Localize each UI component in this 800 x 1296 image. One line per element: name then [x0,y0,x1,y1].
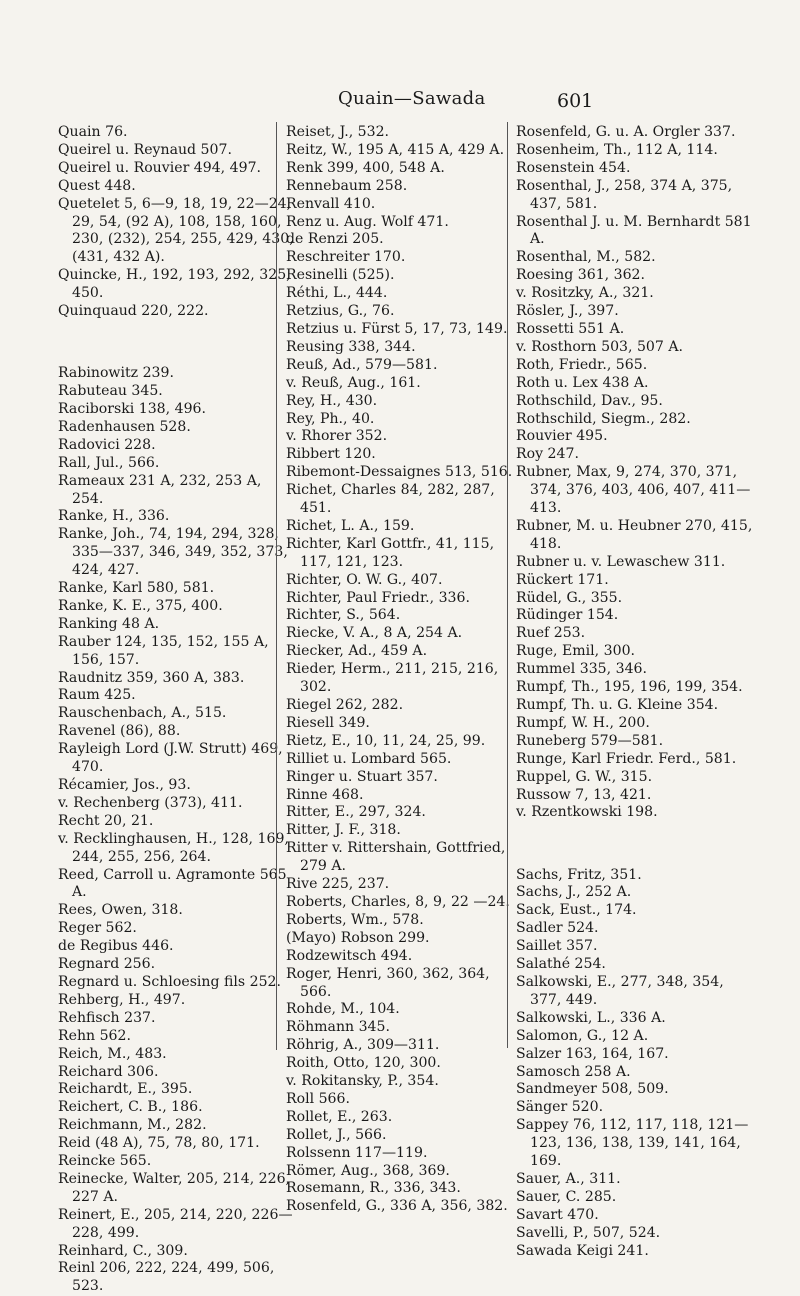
index-entry: Reich, M., 483. [58,1045,167,1062]
index-entry: Ruppel, G. W., 315. [516,768,653,785]
index-entry: Samosch 258 A. [516,1063,631,1080]
index-entry: Roll 566. [286,1090,350,1107]
index-entry: Rubner u. v. Lewaschew 311. [516,553,726,570]
index-entry: Regnard 256. [58,956,156,973]
index-entry: Sachs, J., 252 A. [516,884,632,901]
index-entry: Renk 399, 400, 548 A. [286,159,445,176]
index-entry: Regnard u. Schloesing fils 252. [58,973,282,990]
index-entry: Rehfisch 237. [58,1009,156,1026]
index-entry: Reinert, E., 205, 214, 220, 226—228, 499. [58,1206,293,1241]
index-column-2 [286,124,524,1216]
index-entry: Rinne 468. [286,786,364,803]
index-entry: Savelli, P., 507, 524. [516,1224,661,1241]
index-entry: Roberts, Charles, 8, 9, 22 —24. [286,893,510,910]
index-entry: Savart 470. [516,1206,599,1223]
index-entry: Rohde, M., 104. [286,1001,400,1018]
index-entry: Reger 562. [58,920,137,937]
index-entry: Queirel u. Reynaud 507. [58,141,232,158]
index-entry: Rollet, E., 263. [286,1108,393,1125]
column-rule [507,122,508,1048]
index-entry: Russow 7, 13, 421. [516,786,652,803]
index-column-1 [58,124,296,1296]
index-entry: v. Rositzky, A., 321. [516,285,654,302]
index-entry: Ranking 48 A. [58,615,160,632]
index-entry: Römer, Aug., 368, 369. [286,1162,450,1179]
index-entry: Salomon, G., 12 A. [516,1027,649,1044]
index-entry: Rubner, Max, 9, 274, 370, 371, 374, 376, 403, 406, 407, 411—413. [516,464,751,517]
index-entry: Rummel 335, 346. [516,661,647,678]
index-entry: Rosenthal J. u. M. Bernhardt 581 A. [516,213,752,248]
index-entry: (Mayo) Robson 299. [286,929,430,946]
index-entry: Rauschenbach, A., 515. [58,705,227,722]
index-entry: Resinelli (525). [286,267,395,284]
index-entry: Reinhard, C., 309. [58,1242,188,1259]
index-entry: Ranke, H., 336. [58,508,170,525]
index-entry: Retzius u. Fürst 5, 17, 73, 149. [286,320,508,337]
index-entry: Renz u. Aug. Wolf 471. [286,213,449,230]
section-gap [516,836,754,852]
index-entry: Roberts, Wm., 578. [286,911,424,928]
index-entry: de Regibus 446. [58,938,174,955]
index-entry: Quincke, H., 192, 193, 292, 325, 450. [58,267,291,302]
index-entry: Reichmann, M., 282. [58,1117,207,1134]
index-entry: Ritter, J. F., 318. [286,822,401,839]
index-entry: Reiset, J., 532. [286,124,390,140]
index-entry: v. Rzentkowski 198. [516,804,658,821]
index-entry: Rennebaum 258. [286,177,408,194]
index-column-3 [516,124,754,1260]
index-entry: Saillet 357. [516,938,598,955]
index-entry: Ranke, K. E., 375, 400. [58,597,223,614]
index-entry: Reitz, W., 195 A, 415 A, 429 A. [286,141,505,158]
index-entry: Rabinowitz 239. [58,365,174,382]
index-entry: Röhmann 345. [286,1019,390,1036]
index-entry: Runge, Karl Friedr. Ferd., 581. [516,750,737,767]
index-entry: Reincke 565. [58,1153,152,1170]
index-entry: Rosenfeld, G. u. A. Orgler 337. [516,124,736,140]
index-entry: Reed, Carroll u. Agramonte 565 A. [58,866,287,901]
index-entry: Salkowski, L., 336 A. [516,1009,666,1026]
index-entry: Récamier, Jos., 93. [58,777,191,793]
index-entry: Richter, S., 564. [286,607,401,624]
index-entry: v. Recklinghausen, H., 128, 169, 244, 255, 256, 264. [58,830,289,865]
index-entry: Reinecke, Walter, 205, 214, 226, 227 A. [58,1170,291,1205]
index-entry: Rey, Ph., 40. [286,410,375,427]
index-entry: Salkowski, E., 277, 348, 354, 377, 449. [516,973,724,1008]
index-entry: Reichard 306. [58,1063,159,1080]
index-entry: Roth, Friedr., 565. [516,356,648,373]
index-entry: Reschreiter 170. [286,249,406,266]
index-entry: Ritter v. Rittershain, Gottfried, 279 A. [286,840,506,875]
page-header [0,88,800,118]
index-entry: Rall, Jul., 566. [58,454,160,471]
index-entry: Reichert, C. B., 186. [58,1099,203,1116]
index-entry: v. Rechenberg (373), 411. [58,794,243,811]
index-entry: Riecker, Ad., 459 A. [286,643,428,660]
index-entry: Radenhausen 528. [58,418,191,435]
index-entry: Reinl 206, 222, 224, 499, 506, 523. [58,1260,275,1295]
index-entry: Quain 76. [58,124,128,140]
column-rule [276,122,277,1050]
index-entry: Roith, Otto, 120, 300. [286,1055,441,1072]
index-entry: Sauer, C. 285. [516,1188,617,1205]
index-entry: Queirel u. Rouvier 494, 497. [58,159,262,176]
index-entry: Quetelet 5, 6—9, 18, 19, 22—24, 29, 54, (92 A), 108, 158, 160, 230, (232), 254, 255, 429, 430, (431, 432 A). [58,195,294,266]
index-entry: Rosemann, R., 336, 343. [286,1180,461,1197]
index-entry: Rey, H., 430. [286,392,378,409]
index-entry: Rossetti 551 A. [516,320,625,337]
index-entry: Rosenthal, J., 258, 374 A, 375, 437, 581. [516,177,733,212]
index-entry: Ringer u. Stuart 357. [286,768,438,785]
index-entry: Ritter, E., 297, 324. [286,804,426,821]
index-entry: Sack, Eust., 174. [516,902,637,919]
index-entry: Rückert 171. [516,571,609,588]
index-entry: Runeberg 579—581. [516,732,664,749]
index-entry: Rive 225, 237. [286,876,390,893]
index-entry: Reusing 338, 344. [286,338,416,355]
index-entry: Réthi, L., 444. [286,285,388,302]
index-entry: Roesing 361, 362. [516,267,645,284]
index-entry: Ranke, Karl 580, 581. [58,580,215,597]
index-entry: Rayleigh Lord (J.W. Strutt) 469, 470. [58,741,283,776]
index-entry: Rodzewitsch 494. [286,947,413,964]
index-entry: v. Rhorer 352. [286,428,388,445]
index-entry: Rieder, Herm., 211, 215, 216, 302. [286,661,499,696]
index-entry: Ruge, Emil, 300. [516,643,636,660]
index-entry: Reid (48 A), 75, 78, 80, 171. [58,1135,260,1152]
index-entry: Rauber 124, 135, 152, 155 A, 156, 157. [58,633,269,668]
index-entry: Richet, Charles 84, 282, 287, 451. [286,482,495,517]
index-entry: Rabuteau 345. [58,383,163,400]
index-entry: Roger, Henri, 360, 362, 364, 566. [286,965,490,1000]
index-entry: Ruef 253. [516,625,586,642]
index-entry: Sachs, Fritz, 351. [516,866,642,883]
index-entry: Roth u. Lex 438 A. [516,374,649,391]
index-entry: Rumpf, Th. u. G. Kleine 354. [516,697,719,713]
index-entry: Rosenheim, Th., 112 A, 114. [516,141,718,158]
index-entry: Rumpf, Th., 195, 196, 199, 354. [516,679,743,696]
index-entry: Sappey 76, 112, 117, 118, 121—123, 136, 138, 139, 141, 164, 169. [516,1117,749,1170]
index-entry: Richter, Paul Friedr., 336. [286,589,470,606]
index-entry: Reuß, Ad., 579—581. [286,356,438,373]
index-entry: Roy 247. [516,446,579,463]
index-entry: Rehberg, H., 497. [58,991,186,1008]
section-gap [58,335,296,351]
index-entry: Sauer, A., 311. [516,1170,621,1187]
index-entry: Rothschild, Dav., 95. [516,392,663,409]
index-entry: Radovici 228. [58,436,156,453]
index-entry: Ribemont-Dessaignes 513, 516. [286,464,513,481]
index-entry: Rilliet u. Lombard 565. [286,750,452,767]
index-entry: Rubner, M. u. Heubner 270, 415, 418. [516,517,753,552]
index-entry: v. Rokitansky, P., 354. [286,1073,439,1090]
index-entry: Sänger 520. [516,1099,604,1116]
index-entry: Raum 425. [58,687,136,704]
index-entry: Quest 448. [58,177,136,194]
index-entry: Ravenel (86), 88. [58,723,181,740]
index-entry: Rouvier 495. [516,428,608,445]
index-entry: Ribbert 120. [286,446,376,463]
index-entry: Richet, L. A., 159. [286,517,415,534]
index-entry: Rosenstein 454. [516,159,631,176]
index-entry: Rüdinger 154. [516,607,619,624]
index-entry: Röhrig, A., 309—311. [286,1037,440,1054]
index-entry: Riegel 262, 282. [286,697,404,713]
running-head: Quain—Sawada [338,88,486,109]
index-entry: v. Rosthorn 503, 507 A. [516,338,683,355]
index-entry: Rehn 562. [58,1027,131,1044]
index-entry: Quinquaud 220, 222. [58,303,209,320]
index-entry: Rösler, J., 397. [516,303,619,320]
index-entry: Rosenfeld, G., 336 A, 356, 382. [286,1198,508,1215]
index-entry: Rüdel, G., 355. [516,589,623,606]
index-entry: Sawada Keigi 241. [516,1242,649,1259]
page-number: 601 [557,90,594,112]
index-entry: de Renzi 205. [286,231,384,248]
index-entry: Rollet, J., 566. [286,1126,387,1143]
index-entry: Retzius, G., 76. [286,303,395,320]
index-entry: Rees, Owen, 318. [58,902,183,919]
index-entry: Recht 20, 21. [58,812,154,829]
index-entry: Sandmeyer 508, 509. [516,1081,669,1098]
index-entry: Salzer 163, 164, 167. [516,1045,669,1062]
index-entry: Richter, O. W. G., 407. [286,571,443,588]
index-entry: Rumpf, W. H., 200. [516,714,650,731]
index-entry: Reichardt, E., 395. [58,1081,193,1098]
index-entry: Renvall 410. [286,195,376,212]
index-entry: Raudnitz 359, 360 A, 383. [58,669,245,686]
index-entry: Richter, Karl Gottfr., 41, 115, 117, 121, 123. [286,535,495,570]
index-entry: Rietz, E., 10, 11, 24, 25, 99. [286,732,486,749]
index-entry: Ranke, Joh., 74, 194, 294, 328, 335—337, 346, 349, 352, 373, 424, 427. [58,526,288,579]
index-entry: Salathé 254. [516,956,606,973]
index-entry: Sadler 524. [516,920,599,937]
index-entry: Raciborski 138, 496. [58,400,206,417]
index-entry: Rosenthal, M., 582. [516,249,656,266]
index-entry: Rolssenn 117—119. [286,1144,428,1161]
index-entry: Rothschild, Siegm., 282. [516,410,691,427]
index-entry: v. Reuß, Aug., 161. [286,374,421,391]
index-entry: Riesell 349. [286,714,370,731]
index-entry: Riecke, V. A., 8 A, 254 A. [286,625,463,642]
index-entry: Rameaux 231 A, 232, 253 A, 254. [58,472,262,507]
